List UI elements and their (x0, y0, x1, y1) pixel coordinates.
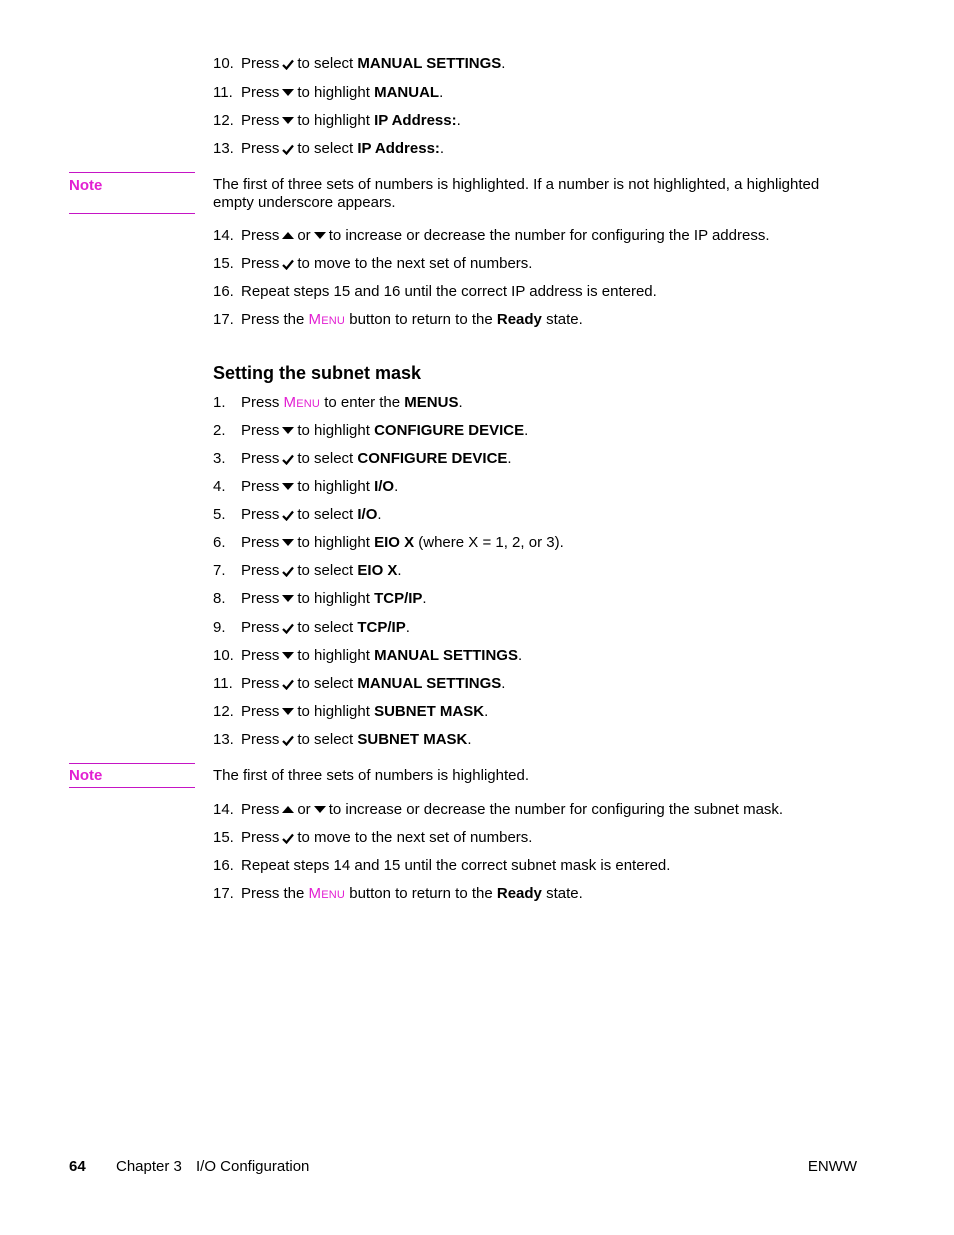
step-action: to enter the (324, 394, 401, 411)
step-action: to select (297, 506, 354, 523)
step-target: SUBNET MASK (357, 731, 468, 748)
down-arrow-icon (282, 595, 294, 603)
check-icon (282, 259, 294, 270)
step-number: 9. (213, 619, 226, 636)
step-end: . (467, 731, 472, 748)
step-target: IP Address: (374, 112, 457, 129)
step-target: TCP/IP (374, 590, 423, 607)
check-icon (282, 735, 294, 746)
step-action: to highlight (297, 112, 370, 129)
step-text (241, 55, 505, 73)
step-press: Press (241, 422, 280, 439)
step-target: CONFIGURE DEVICE (374, 422, 525, 439)
step-action: to select (297, 619, 354, 636)
step-number: 16. (213, 283, 234, 300)
step-text (241, 703, 488, 721)
check-icon (282, 454, 294, 465)
step-text (241, 227, 770, 245)
step-end: . (422, 590, 427, 607)
step-press: Press (241, 255, 280, 272)
step-text: Repeat steps 14 and 15 until the correct subnet mask is entered. (241, 857, 671, 874)
step-press: Press (241, 227, 280, 244)
step-text (241, 619, 410, 637)
step-press: Press (241, 140, 280, 157)
step-number: 16. (213, 857, 234, 874)
step-text (241, 675, 505, 693)
step-press: Press (241, 562, 280, 579)
check-icon (282, 566, 294, 577)
step-text (241, 478, 398, 496)
step-number: 13. (213, 140, 234, 157)
step-number: 3. (213, 450, 226, 467)
step-number: 5. (213, 506, 226, 523)
step-end: . (458, 394, 463, 411)
step-text: Repeat steps 15 and 16 until the correct IP address is entered. (241, 283, 657, 300)
step-text (241, 311, 583, 329)
step-end: (where X = 1, 2, or 3). (414, 534, 564, 551)
step-end: . (501, 55, 506, 72)
up-arrow-icon (282, 806, 294, 814)
step-press: Press (241, 829, 280, 846)
step-end: . (439, 84, 444, 101)
note-text: The first of three sets of numbers is highlighted. If a number is not highlighted, a highlighted empty underscore appears. (213, 176, 820, 211)
down-arrow-icon (282, 652, 294, 660)
step-action: to increase or decrease the number for configuring the subnet mask. (328, 801, 784, 818)
step-end: . (377, 506, 382, 523)
step-text (241, 829, 532, 847)
check-icon (282, 833, 294, 844)
step-or: or (297, 227, 311, 244)
note-label: Note (69, 172, 195, 214)
step-press: Press (241, 506, 280, 523)
step-action: to select (297, 55, 354, 72)
step-end: state. (546, 885, 583, 902)
step-text (241, 506, 382, 524)
step-text (241, 394, 463, 412)
menu-button-label: Menu (308, 885, 346, 902)
step-action: to select (297, 140, 354, 157)
step-number: 12. (213, 112, 234, 129)
step-number: 13. (213, 731, 234, 748)
check-icon (282, 623, 294, 634)
check-icon (282, 679, 294, 690)
step-action: to select (297, 450, 354, 467)
step-number: 7. (213, 562, 226, 579)
step-end: state. (546, 311, 583, 328)
step-action: to select (297, 675, 354, 692)
step-number: 11. (213, 675, 233, 692)
step-target: CONFIGURE DEVICE (357, 450, 508, 467)
step-number: 17. (213, 885, 234, 902)
step-end: . (439, 140, 445, 157)
down-arrow-icon (282, 708, 294, 716)
step-text (241, 731, 472, 749)
step-text (241, 534, 564, 552)
step-text (241, 112, 461, 130)
step-number: 17. (213, 311, 234, 328)
down-arrow-icon (314, 806, 326, 814)
down-arrow-icon (282, 89, 294, 97)
page-number: 64 (69, 1158, 86, 1175)
footer-chapter: Chapter 3 (116, 1158, 182, 1175)
step-number: 15. (213, 829, 234, 846)
step-press: Press (241, 478, 280, 495)
step-press: Press (241, 731, 280, 748)
step-press: Press (241, 112, 280, 129)
step-target: TCP/IP (357, 619, 406, 636)
step-end: . (456, 112, 461, 129)
step-action: to highlight (297, 590, 370, 607)
note-label: Note (69, 763, 195, 788)
step-action: to highlight (297, 534, 370, 551)
step-text (241, 84, 443, 102)
step-number: 14. (213, 227, 234, 244)
step-target: MANUAL (374, 84, 440, 101)
step-press: Press the (241, 311, 305, 328)
step-text (241, 647, 522, 665)
step-end: . (405, 619, 410, 636)
down-arrow-icon (282, 117, 294, 125)
step-action: button to return to the (349, 885, 493, 902)
step-target: IP Address: (357, 140, 440, 157)
step-target: MENUS (404, 394, 459, 411)
step-number: 6. (213, 534, 226, 551)
step-number: 10. (213, 55, 234, 72)
step-text (241, 801, 783, 819)
step-end: . (501, 675, 506, 692)
step-target: EIO X (374, 534, 415, 551)
note-text: The first of three sets of numbers is highlighted. (213, 767, 529, 784)
footer-chapter-title: I/O Configuration (196, 1158, 310, 1175)
step-number: 11. (213, 84, 233, 101)
step-number: 14. (213, 801, 234, 818)
step-target: EIO X (357, 562, 398, 579)
step-end: . (397, 562, 402, 579)
step-end: . (394, 478, 399, 495)
step-text (241, 255, 532, 273)
step-press: Press (241, 534, 280, 551)
step-number: 1. (213, 394, 226, 411)
step-action: to move to the next set of numbers. (297, 255, 533, 272)
check-icon (282, 144, 294, 155)
step-action: to select (297, 562, 354, 579)
section-heading: Setting the subnet mask (213, 363, 422, 383)
step-press: Press (241, 450, 280, 467)
check-icon (282, 510, 294, 521)
menu-button-label: Menu (283, 394, 321, 411)
down-arrow-icon (282, 427, 294, 435)
step-action: to highlight (297, 478, 370, 495)
step-text (241, 885, 583, 903)
step-text (241, 450, 512, 468)
down-arrow-icon (314, 232, 326, 240)
step-press: Press (241, 647, 280, 664)
step-press: Press (241, 55, 280, 72)
menu-button-label: Menu (308, 311, 346, 328)
step-press: Press (241, 675, 280, 692)
step-action: to highlight (297, 703, 370, 720)
up-arrow-icon (282, 232, 294, 240)
step-press: Press (241, 801, 280, 818)
step-action: button to return to the (349, 311, 493, 328)
step-action: to highlight (297, 422, 370, 439)
step-action: to increase or decrease the number for configuring the IP address. (328, 227, 770, 244)
step-target: MANUAL SETTINGS (357, 675, 502, 692)
step-end: . (484, 703, 489, 720)
step-end: . (524, 422, 529, 439)
step-press: Press (241, 84, 280, 101)
step-target: MANUAL SETTINGS (374, 647, 518, 664)
step-press: Press (241, 394, 280, 411)
step-number: 8. (213, 590, 226, 607)
step-number: 2. (213, 422, 226, 439)
step-text (241, 422, 528, 440)
step-action: to select (297, 731, 354, 748)
step-text (241, 140, 444, 158)
step-target: MANUAL SETTINGS (357, 55, 502, 72)
step-press: Press (241, 619, 280, 636)
step-press: Press (241, 590, 280, 607)
step-action: to highlight (297, 84, 370, 101)
step-target: SUBNET MASK (374, 703, 485, 720)
step-target: I/O (357, 506, 378, 523)
step-end: . (517, 647, 523, 664)
step-target: Ready (496, 311, 542, 328)
footer-locale: ENWW (807, 1158, 857, 1175)
step-press: Press (241, 703, 280, 720)
check-icon (282, 59, 294, 70)
step-action: to highlight (297, 647, 370, 664)
step-target: Ready (496, 885, 542, 902)
step-action: to move to the next set of numbers. (297, 829, 533, 846)
step-text (241, 590, 427, 608)
down-arrow-icon (282, 483, 294, 491)
down-arrow-icon (282, 539, 294, 547)
step-end: . (507, 450, 512, 467)
step-number: 15. (213, 255, 234, 272)
step-number: 10. (213, 647, 234, 664)
step-target: I/O (374, 478, 395, 495)
step-press: Press the (241, 885, 305, 902)
step-number: 4. (213, 478, 226, 495)
step-or: or (297, 801, 311, 818)
step-number: 12. (213, 703, 234, 720)
step-text (241, 562, 402, 580)
